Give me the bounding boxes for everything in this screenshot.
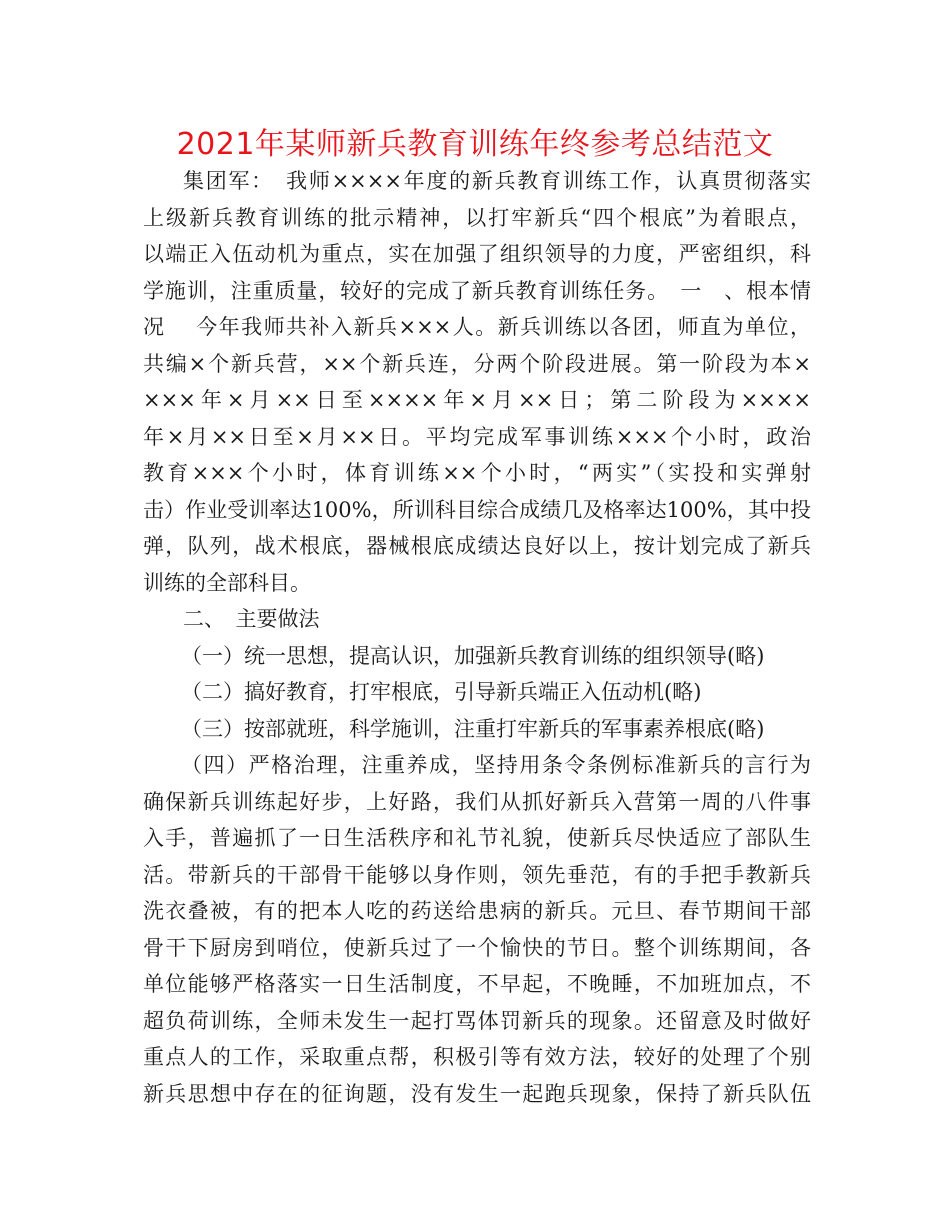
paragraph-line: 年×月××日至×月××日。平均完成军事训练×××个小时，政治: [143, 424, 811, 449]
paragraph-line: 击）作业受训率达100%，所训科目综合成绩几及格率达100%，其中投: [143, 497, 811, 522]
subsection-heading: （一）统一思想，提高认识，加强新兵教育训练的组织领导(略): [181, 643, 765, 668]
paragraph-line: ×××年×月××日至××××年×月××日；第二阶段为××××: [143, 388, 811, 412]
paragraph-line: 集团军： 我师××××年度的新兵教育训练工作，认真贯彻落实: [183, 169, 811, 193]
paragraph-line: 新兵思想中存在的征询题，没有发生一起跑兵现象，保持了新兵队伍: [143, 1081, 811, 1106]
paragraph-line: （四）严格治理，注重养成，坚持用条令条例标准新兵的言行为: [181, 753, 811, 777]
paragraph-line: 况 今年我师共补入新兵×××人。新兵训练以各团，师直为单位，: [143, 315, 811, 339]
paragraph-line: 训练的全部科目。: [143, 570, 311, 595]
subsection-heading: （三）按部就班，科学施训，注重打牢新兵的军事素养根底(略): [181, 716, 765, 741]
document-body: [143, 163, 811, 1112]
subsection-heading: （二）搞好教育，打牢根底，引导新兵端正入伍动机(略): [181, 680, 702, 704]
paragraph-line: 教育×××个小时，体育训练××个小时，“两实”（实投和实弹射: [143, 461, 811, 485]
paragraph-line: 超负荷训练，全师未发生一起打骂体罚新兵的现象。还留意及时做好: [143, 1008, 811, 1033]
paragraph-line: 骨干下厨房到哨位，使新兵过了一个愉快的节日。整个训练期间，各: [143, 935, 811, 960]
paragraph-line: 以端正入伍动机为重点，实在加强了组织领导的力度，严密组织，科: [143, 242, 811, 266]
paragraph-line: 单位能够严格落实一日生活制度，不早起，不晚睡，不加班加点，不: [143, 972, 811, 996]
document-title: 2021年某师新兵教育训练年终参考总结范文: [176, 127, 774, 162]
paragraph-line: 入手，普遍抓了一日生活秩序和礼节礼貌，使新兵尽快适应了部队生: [143, 826, 811, 850]
paragraph-line: 上级新兵教育训练的批示精神，以打牢新兵“四个根底”为着眼点，: [143, 205, 811, 230]
section-heading: 二、 主要做法: [183, 607, 320, 631]
paragraph-line: 共编×个新兵营，××个新兵连，分两个阶段进展。第一阶段为本×: [143, 351, 811, 376]
paragraph-line: 重点人的工作，采取重点帮，积极引等有效方法，较好的处理了个别: [143, 1045, 811, 1069]
paragraph-line: 确保新兵训练起好步，上好路，我们从抓好新兵入营第一周的八件事: [143, 789, 811, 814]
paragraph-line: 弹，队列，战术根底，器械根底成绩达良好以上，按计划完成了新兵: [143, 534, 811, 558]
paragraph-line: 学施训，注重质量，较好的完成了新兵教育训练任务。 一 、根本情: [143, 278, 811, 303]
paragraph-line: 活。带新兵的干部骨干能够以身作则，领先垂范，有的手把手教新兵: [143, 862, 811, 887]
paragraph-line: 洗衣叠被，有的把本人吃的药送给患病的新兵。元旦、春节期间干部: [143, 899, 811, 923]
